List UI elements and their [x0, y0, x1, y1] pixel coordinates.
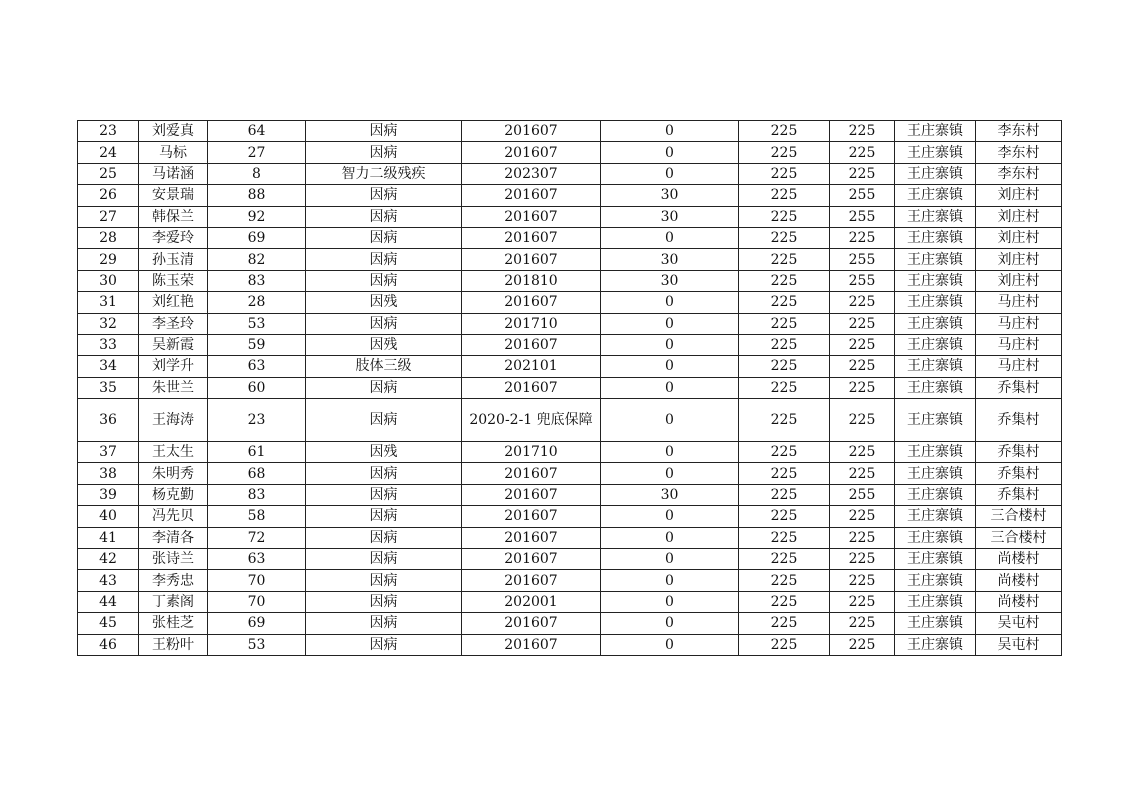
name-cell: 冯先贝 — [139, 506, 208, 527]
town-cell: 王庄寨镇 — [895, 356, 976, 377]
name-cell: 丁素阁 — [139, 591, 208, 612]
extra-amount-cell: 0 — [601, 442, 739, 463]
name-cell: 朱世兰 — [139, 377, 208, 398]
base-amount-cell: 225 — [739, 634, 830, 655]
total-amount-cell: 255 — [830, 206, 895, 227]
age-cell: 8 — [208, 163, 306, 184]
town-cell: 王庄寨镇 — [895, 527, 976, 548]
total-amount-cell: 225 — [830, 506, 895, 527]
village-cell: 乔集村 — [976, 442, 1062, 463]
table-row — [78, 442, 1062, 463]
village-cell: 马庄村 — [976, 313, 1062, 334]
town-cell: 王庄寨镇 — [895, 334, 976, 355]
reason-cell: 因病 — [306, 142, 462, 163]
name-cell: 孙玉清 — [139, 249, 208, 270]
extra-amount-cell: 0 — [601, 634, 739, 655]
table-row — [78, 377, 1062, 398]
row-number-cell: 23 — [78, 121, 139, 142]
reason-cell: 因病 — [306, 227, 462, 248]
row-number-cell: 33 — [78, 334, 139, 355]
age-cell: 70 — [208, 570, 306, 591]
table-row — [78, 356, 1062, 377]
row-number-cell: 29 — [78, 249, 139, 270]
name-cell: 安景瑞 — [139, 185, 208, 206]
extra-amount-cell: 0 — [601, 506, 739, 527]
town-cell: 王庄寨镇 — [895, 549, 976, 570]
row-number-cell: 32 — [78, 313, 139, 334]
village-cell: 吴屯村 — [976, 634, 1062, 655]
table-row — [78, 549, 1062, 570]
row-number-cell: 45 — [78, 613, 139, 634]
town-cell: 王庄寨镇 — [895, 484, 976, 505]
base-amount-cell: 225 — [739, 227, 830, 248]
name-cell: 李清各 — [139, 527, 208, 548]
village-cell: 尚楼村 — [976, 591, 1062, 612]
total-amount-cell: 225 — [830, 463, 895, 484]
start-date-cell: 201607 — [462, 142, 601, 163]
reason-cell: 因病 — [306, 121, 462, 142]
name-cell: 李秀忠 — [139, 570, 208, 591]
town-cell: 王庄寨镇 — [895, 249, 976, 270]
reason-cell: 因病 — [306, 313, 462, 334]
village-cell: 马庄村 — [976, 334, 1062, 355]
start-date-cell: 201607 — [462, 463, 601, 484]
table-row — [78, 591, 1062, 612]
reason-cell: 因病 — [306, 484, 462, 505]
reason-cell: 因病 — [306, 634, 462, 655]
start-date-cell: 201607 — [462, 121, 601, 142]
age-cell: 83 — [208, 484, 306, 505]
table-row — [78, 121, 1062, 142]
extra-amount-cell: 0 — [601, 399, 739, 442]
base-amount-cell: 225 — [739, 377, 830, 398]
age-cell: 69 — [208, 613, 306, 634]
start-date-cell: 201607 — [462, 634, 601, 655]
town-cell: 王庄寨镇 — [895, 142, 976, 163]
name-cell: 王粉叶 — [139, 634, 208, 655]
reason-cell: 因病 — [306, 591, 462, 612]
total-amount-cell: 225 — [830, 442, 895, 463]
table-row — [78, 334, 1062, 355]
reason-cell: 因病 — [306, 270, 462, 291]
age-cell: 72 — [208, 527, 306, 548]
start-date-cell: 201607 — [462, 185, 601, 206]
reason-cell: 因病 — [306, 527, 462, 548]
base-amount-cell: 225 — [739, 185, 830, 206]
start-date-cell: 201607 — [462, 613, 601, 634]
total-amount-cell: 225 — [830, 634, 895, 655]
reason-cell: 因残 — [306, 334, 462, 355]
reason-cell: 因病 — [306, 185, 462, 206]
row-number-cell: 44 — [78, 591, 139, 612]
extra-amount-cell: 0 — [601, 591, 739, 612]
name-cell: 张诗兰 — [139, 549, 208, 570]
start-date-cell: 201607 — [462, 570, 601, 591]
extra-amount-cell: 0 — [601, 463, 739, 484]
row-number-cell: 25 — [78, 163, 139, 184]
base-amount-cell: 225 — [739, 334, 830, 355]
reason-cell: 肢体三级 — [306, 356, 462, 377]
village-cell: 刘庄村 — [976, 206, 1062, 227]
age-cell: 64 — [208, 121, 306, 142]
row-number-cell: 46 — [78, 634, 139, 655]
age-cell: 82 — [208, 249, 306, 270]
base-amount-cell: 225 — [739, 570, 830, 591]
extra-amount-cell: 0 — [601, 163, 739, 184]
village-cell: 三合楼村 — [976, 506, 1062, 527]
base-amount-cell: 225 — [739, 399, 830, 442]
town-cell: 王庄寨镇 — [895, 570, 976, 591]
start-date-cell: 201710 — [462, 442, 601, 463]
total-amount-cell: 225 — [830, 377, 895, 398]
start-date-cell: 201607 — [462, 206, 601, 227]
base-amount-cell: 225 — [739, 142, 830, 163]
start-date-cell: 201607 — [462, 549, 601, 570]
name-cell: 李爱玲 — [139, 227, 208, 248]
age-cell: 27 — [208, 142, 306, 163]
reason-cell: 因残 — [306, 292, 462, 313]
extra-amount-cell: 0 — [601, 570, 739, 591]
start-date-cell: 201607 — [462, 334, 601, 355]
name-cell: 刘爱真 — [139, 121, 208, 142]
reason-cell: 因病 — [306, 463, 462, 484]
extra-amount-cell: 0 — [601, 377, 739, 398]
village-cell: 尚楼村 — [976, 570, 1062, 591]
table-row — [78, 506, 1062, 527]
start-date-cell: 201607 — [462, 484, 601, 505]
extra-amount-cell: 30 — [601, 484, 739, 505]
row-number-cell: 27 — [78, 206, 139, 227]
age-cell: 69 — [208, 227, 306, 248]
base-amount-cell: 225 — [739, 549, 830, 570]
row-number-cell: 35 — [78, 377, 139, 398]
name-cell: 韩保兰 — [139, 206, 208, 227]
base-amount-cell: 225 — [739, 163, 830, 184]
village-cell: 李东村 — [976, 121, 1062, 142]
row-number-cell: 39 — [78, 484, 139, 505]
table-row — [78, 399, 1062, 442]
total-amount-cell: 225 — [830, 399, 895, 442]
age-cell: 59 — [208, 334, 306, 355]
age-cell: 53 — [208, 313, 306, 334]
table-row — [78, 270, 1062, 291]
age-cell: 61 — [208, 442, 306, 463]
village-cell: 乔集村 — [976, 484, 1062, 505]
base-amount-cell: 225 — [739, 613, 830, 634]
extra-amount-cell: 30 — [601, 249, 739, 270]
row-number-cell: 37 — [78, 442, 139, 463]
town-cell: 王庄寨镇 — [895, 377, 976, 398]
name-cell: 刘学升 — [139, 356, 208, 377]
age-cell: 53 — [208, 634, 306, 655]
base-amount-cell: 225 — [739, 356, 830, 377]
base-amount-cell: 225 — [739, 506, 830, 527]
row-number-cell: 42 — [78, 549, 139, 570]
village-cell: 刘庄村 — [976, 249, 1062, 270]
age-cell: 63 — [208, 549, 306, 570]
start-date-cell: 201607 — [462, 292, 601, 313]
total-amount-cell: 225 — [830, 142, 895, 163]
total-amount-cell: 225 — [830, 163, 895, 184]
age-cell: 88 — [208, 185, 306, 206]
extra-amount-cell: 0 — [601, 549, 739, 570]
start-date-cell: 202101 — [462, 356, 601, 377]
total-amount-cell: 225 — [830, 356, 895, 377]
start-date-cell: 201607 — [462, 506, 601, 527]
total-amount-cell: 225 — [830, 549, 895, 570]
extra-amount-cell: 30 — [601, 185, 739, 206]
name-cell: 张桂芝 — [139, 613, 208, 634]
name-cell: 马标 — [139, 142, 208, 163]
town-cell: 王庄寨镇 — [895, 270, 976, 291]
town-cell: 王庄寨镇 — [895, 463, 976, 484]
total-amount-cell: 255 — [830, 484, 895, 505]
extra-amount-cell: 0 — [601, 121, 739, 142]
town-cell: 王庄寨镇 — [895, 227, 976, 248]
town-cell: 王庄寨镇 — [895, 506, 976, 527]
name-cell: 吴新霞 — [139, 334, 208, 355]
row-number-cell: 41 — [78, 527, 139, 548]
age-cell: 83 — [208, 270, 306, 291]
base-amount-cell: 225 — [739, 249, 830, 270]
extra-amount-cell: 0 — [601, 227, 739, 248]
total-amount-cell: 225 — [830, 570, 895, 591]
town-cell: 王庄寨镇 — [895, 313, 976, 334]
reason-cell: 因病 — [306, 570, 462, 591]
total-amount-cell: 255 — [830, 185, 895, 206]
table-row — [78, 142, 1062, 163]
village-cell: 刘庄村 — [976, 185, 1062, 206]
town-cell: 王庄寨镇 — [895, 399, 976, 442]
village-cell: 李东村 — [976, 163, 1062, 184]
base-amount-cell: 225 — [739, 463, 830, 484]
records-table — [77, 120, 1062, 656]
total-amount-cell: 255 — [830, 270, 895, 291]
row-number-cell: 30 — [78, 270, 139, 291]
base-amount-cell: 225 — [739, 292, 830, 313]
total-amount-cell: 225 — [830, 121, 895, 142]
name-cell: 李圣玲 — [139, 313, 208, 334]
reason-cell: 因病 — [306, 549, 462, 570]
table-row — [78, 292, 1062, 313]
village-cell: 乔集村 — [976, 399, 1062, 442]
extra-amount-cell: 0 — [601, 142, 739, 163]
table-row — [78, 463, 1062, 484]
town-cell: 王庄寨镇 — [895, 185, 976, 206]
base-amount-cell: 225 — [739, 121, 830, 142]
name-cell: 王太生 — [139, 442, 208, 463]
row-number-cell: 40 — [78, 506, 139, 527]
village-cell: 马庄村 — [976, 292, 1062, 313]
extra-amount-cell: 0 — [601, 313, 739, 334]
row-number-cell: 34 — [78, 356, 139, 377]
name-cell: 陈玉荣 — [139, 270, 208, 291]
total-amount-cell: 225 — [830, 292, 895, 313]
village-cell: 尚楼村 — [976, 549, 1062, 570]
start-date-cell: 201607 — [462, 249, 601, 270]
table-row — [78, 527, 1062, 548]
village-cell: 乔集村 — [976, 463, 1062, 484]
village-cell: 三合楼村 — [976, 527, 1062, 548]
base-amount-cell: 225 — [739, 591, 830, 612]
extra-amount-cell: 0 — [601, 292, 739, 313]
town-cell: 王庄寨镇 — [895, 591, 976, 612]
age-cell: 63 — [208, 356, 306, 377]
reason-cell: 因病 — [306, 377, 462, 398]
village-cell: 刘庄村 — [976, 270, 1062, 291]
row-number-cell: 43 — [78, 570, 139, 591]
start-date-cell: 201607 — [462, 227, 601, 248]
table-row — [78, 227, 1062, 248]
name-cell: 朱明秀 — [139, 463, 208, 484]
extra-amount-cell: 30 — [601, 270, 739, 291]
table-row — [78, 249, 1062, 270]
base-amount-cell: 225 — [739, 442, 830, 463]
row-number-cell: 26 — [78, 185, 139, 206]
table-row — [78, 163, 1062, 184]
age-cell: 58 — [208, 506, 306, 527]
town-cell: 王庄寨镇 — [895, 206, 976, 227]
name-cell: 王海涛 — [139, 399, 208, 442]
age-cell: 60 — [208, 377, 306, 398]
reason-cell: 因病 — [306, 613, 462, 634]
start-date-cell: 201810 — [462, 270, 601, 291]
reason-cell: 因病 — [306, 249, 462, 270]
total-amount-cell: 225 — [830, 527, 895, 548]
base-amount-cell: 225 — [739, 484, 830, 505]
table-row — [78, 484, 1062, 505]
start-date-cell: 201607 — [462, 527, 601, 548]
extra-amount-cell: 0 — [601, 613, 739, 634]
reason-cell: 因病 — [306, 506, 462, 527]
total-amount-cell: 225 — [830, 334, 895, 355]
table-row — [78, 206, 1062, 227]
age-cell: 68 — [208, 463, 306, 484]
start-date-cell: 2020-2-1 兜底保障 — [462, 399, 601, 442]
town-cell: 王庄寨镇 — [895, 163, 976, 184]
age-cell: 70 — [208, 591, 306, 612]
town-cell: 王庄寨镇 — [895, 613, 976, 634]
row-number-cell: 36 — [78, 399, 139, 442]
age-cell: 23 — [208, 399, 306, 442]
total-amount-cell: 225 — [830, 591, 895, 612]
age-cell: 28 — [208, 292, 306, 313]
table-row — [78, 570, 1062, 591]
table-body — [78, 121, 1062, 656]
total-amount-cell: 225 — [830, 227, 895, 248]
town-cell: 王庄寨镇 — [895, 292, 976, 313]
row-number-cell: 31 — [78, 292, 139, 313]
base-amount-cell: 225 — [739, 527, 830, 548]
total-amount-cell: 225 — [830, 313, 895, 334]
start-date-cell: 202307 — [462, 163, 601, 184]
name-cell: 刘红艳 — [139, 292, 208, 313]
town-cell: 王庄寨镇 — [895, 442, 976, 463]
name-cell: 马诺涵 — [139, 163, 208, 184]
row-number-cell: 38 — [78, 463, 139, 484]
reason-cell: 智力二级残疾 — [306, 163, 462, 184]
base-amount-cell: 225 — [739, 313, 830, 334]
reason-cell: 因残 — [306, 442, 462, 463]
extra-amount-cell: 0 — [601, 334, 739, 355]
start-date-cell: 201710 — [462, 313, 601, 334]
start-date-cell: 201607 — [462, 377, 601, 398]
reason-cell: 因病 — [306, 399, 462, 442]
town-cell: 王庄寨镇 — [895, 634, 976, 655]
village-cell: 李东村 — [976, 142, 1062, 163]
town-cell: 王庄寨镇 — [895, 121, 976, 142]
extra-amount-cell: 30 — [601, 206, 739, 227]
table-row — [78, 634, 1062, 655]
table-row — [78, 613, 1062, 634]
row-number-cell: 28 — [78, 227, 139, 248]
table-row — [78, 185, 1062, 206]
total-amount-cell: 255 — [830, 249, 895, 270]
extra-amount-cell: 0 — [601, 527, 739, 548]
extra-amount-cell: 0 — [601, 356, 739, 377]
total-amount-cell: 225 — [830, 613, 895, 634]
village-cell: 吴屯村 — [976, 613, 1062, 634]
start-date-cell: 202001 — [462, 591, 601, 612]
village-cell: 乔集村 — [976, 377, 1062, 398]
village-cell: 刘庄村 — [976, 227, 1062, 248]
village-cell: 马庄村 — [976, 356, 1062, 377]
name-cell: 杨克勤 — [139, 484, 208, 505]
reason-cell: 因病 — [306, 206, 462, 227]
age-cell: 92 — [208, 206, 306, 227]
row-number-cell: 24 — [78, 142, 139, 163]
base-amount-cell: 225 — [739, 270, 830, 291]
base-amount-cell: 225 — [739, 206, 830, 227]
table-row — [78, 313, 1062, 334]
